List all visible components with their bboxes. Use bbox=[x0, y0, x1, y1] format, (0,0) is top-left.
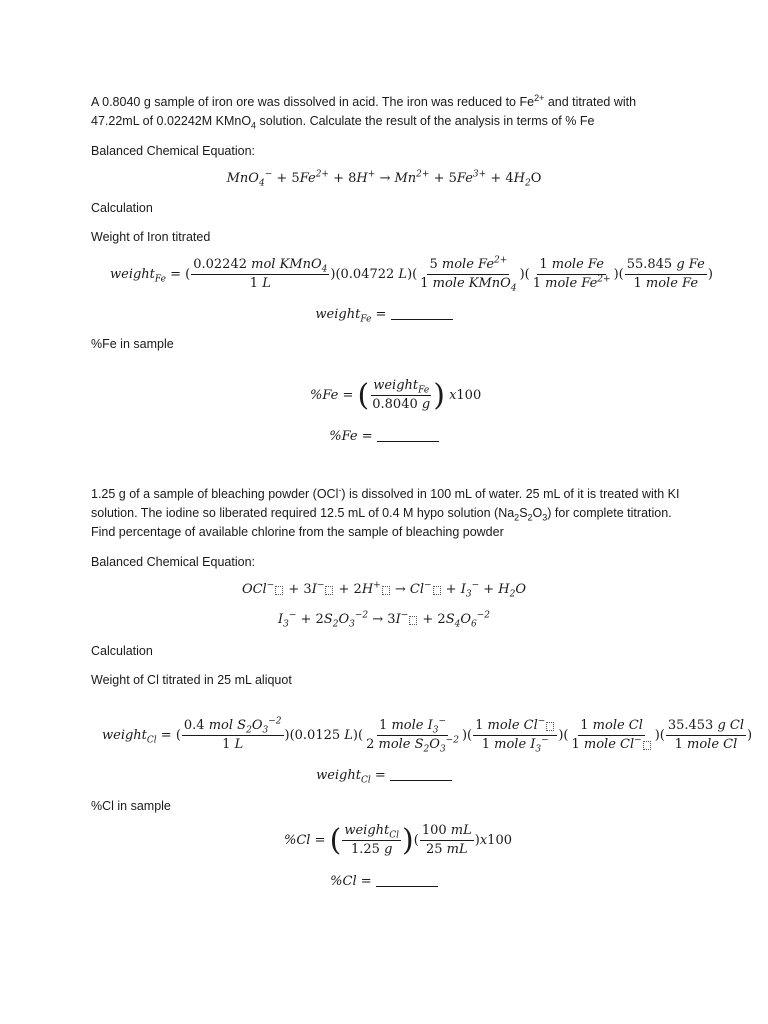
aliquot-used-value: 25 bbox=[425, 842, 443, 857]
molarity-value-1: 0.02242 bbox=[193, 257, 247, 272]
percent-fe-result: %Fe = bbox=[0, 429, 768, 444]
problem2-statement: 1.25 g of a sample of bleaching powder (OCl-) is dissolved in 100 mL of water. 25 mL of it is treated with KI solution. The iodine so liberated required 12.5 mL of 0.4 M hypo solution $(Na_2S_2O_3)$ for complete titration. Find percentage of available chlorine from the sample of bleaching powder bbox=[91, 484, 680, 539]
factor-value-1: 100 bbox=[456, 388, 482, 403]
percent-heading-1: %Fe in sample bbox=[91, 337, 174, 351]
sample-mass-value-2: 1.25 bbox=[350, 842, 380, 857]
ratio-fe-value: 5 bbox=[429, 257, 438, 272]
balanced-equation-heading-1: Balanced Chemical Equation: bbox=[91, 144, 255, 158]
percent-cl-equation: %Cl = ( $\frac{weight_{Cl}}{1.25 g}$ ) ( $\frac{100 mL}{25 mL}$ ) x 100 bbox=[284, 822, 512, 858]
calculation-heading-1: Calculation bbox=[91, 201, 153, 215]
percent-fe-equation: %Fe = ( $\frac{weight_{Fe}}{0.8040 g}$ ) x 100 bbox=[310, 377, 482, 413]
molarity-value-2: 0.4 bbox=[183, 718, 205, 733]
balanced-equation-2b: $I_3^- + 2S_2O_3^{-2} \to 3I^- + 2S_4O_6^{-2}$ bbox=[277, 610, 491, 630]
balanced-equation-2a: $OCl^- + 3I^- + 2H^+ \to Cl^- + I_3^- + H_2O$ bbox=[241, 580, 527, 600]
percent-heading-2: %Cl in sample bbox=[91, 799, 171, 813]
balanced-equation-heading-2: Balanced Chemical Equation: bbox=[91, 555, 255, 569]
problem1-statement: A 0.8040 g sample of iron ore was dissolved in acid. The iron was reduced to $Fe^{2+}$ and titrated with 47.22mL of 0.02242M KMnO$_4$ solution. Calculate the result of the analysis in terms of % Fe bbox=[91, 92, 637, 131]
calculation-heading-2: Calculation bbox=[91, 644, 153, 658]
sample-mass-value-1: 0.8040 bbox=[372, 397, 418, 412]
mass-cl-value: 35.453 bbox=[667, 718, 714, 733]
weight-heading-2: Weight of Cl titrated in 25 mL aliquot bbox=[91, 673, 292, 687]
weight-heading-1: Weight of Iron titrated bbox=[91, 230, 211, 244]
mass-fe-value: 55.845 bbox=[626, 257, 673, 272]
weight-cl-result: weight$_{Cl}$ = bbox=[0, 768, 768, 783]
aliquot-total-value: 100 bbox=[421, 823, 447, 838]
volume-value-1: 0.04722 bbox=[340, 267, 395, 282]
factor-value-2: 100 bbox=[487, 833, 512, 848]
percent-cl-result: %Cl = bbox=[0, 874, 768, 889]
volume-value-2: 0.0125 bbox=[294, 728, 341, 743]
balanced-equation-1: $MnO_4^- + 5Fe^{2+} + 8H^+ \to Mn^{2+} + 5Fe^{3+} + 4H_2O$ bbox=[226, 169, 542, 189]
weight-cl-equation: weight$_{Cl}$ = ( $\frac{0.4 mol S_2O_3^{-2}}{1 L}$ )( 0.0125 L )( $\frac{1 mole I_3^-}{2 mole S_2O_3^{-2}}$ )( $\frac{1 mole Cl^-}{1 mole I_3^-}$ )( $\frac{\text{1 mole Cl}}{1 mole Cl^-}$ )( $\frac{\text{35.453 g Cl}}{\text{1 mole Cl}}$ ) bbox=[102, 716, 753, 755]
weight-fe-result: weight$_{Fe}$ = bbox=[0, 307, 768, 322]
weight-fe-equation: weight$_{Fe}$ = ( $\frac{0.02242 mol KMnO_4}{1 L}$ )( 0.04722 L )( $\frac{5 mole Fe^{2+}}{1 mole KMnO_4}$ )( $\frac{\text{1 mole Fe}}{1 mole Fe^{2+}}$ )( $\frac{\text{55.845 g Fe}}{\text{1 mole Fe}}$ ) bbox=[110, 255, 713, 294]
